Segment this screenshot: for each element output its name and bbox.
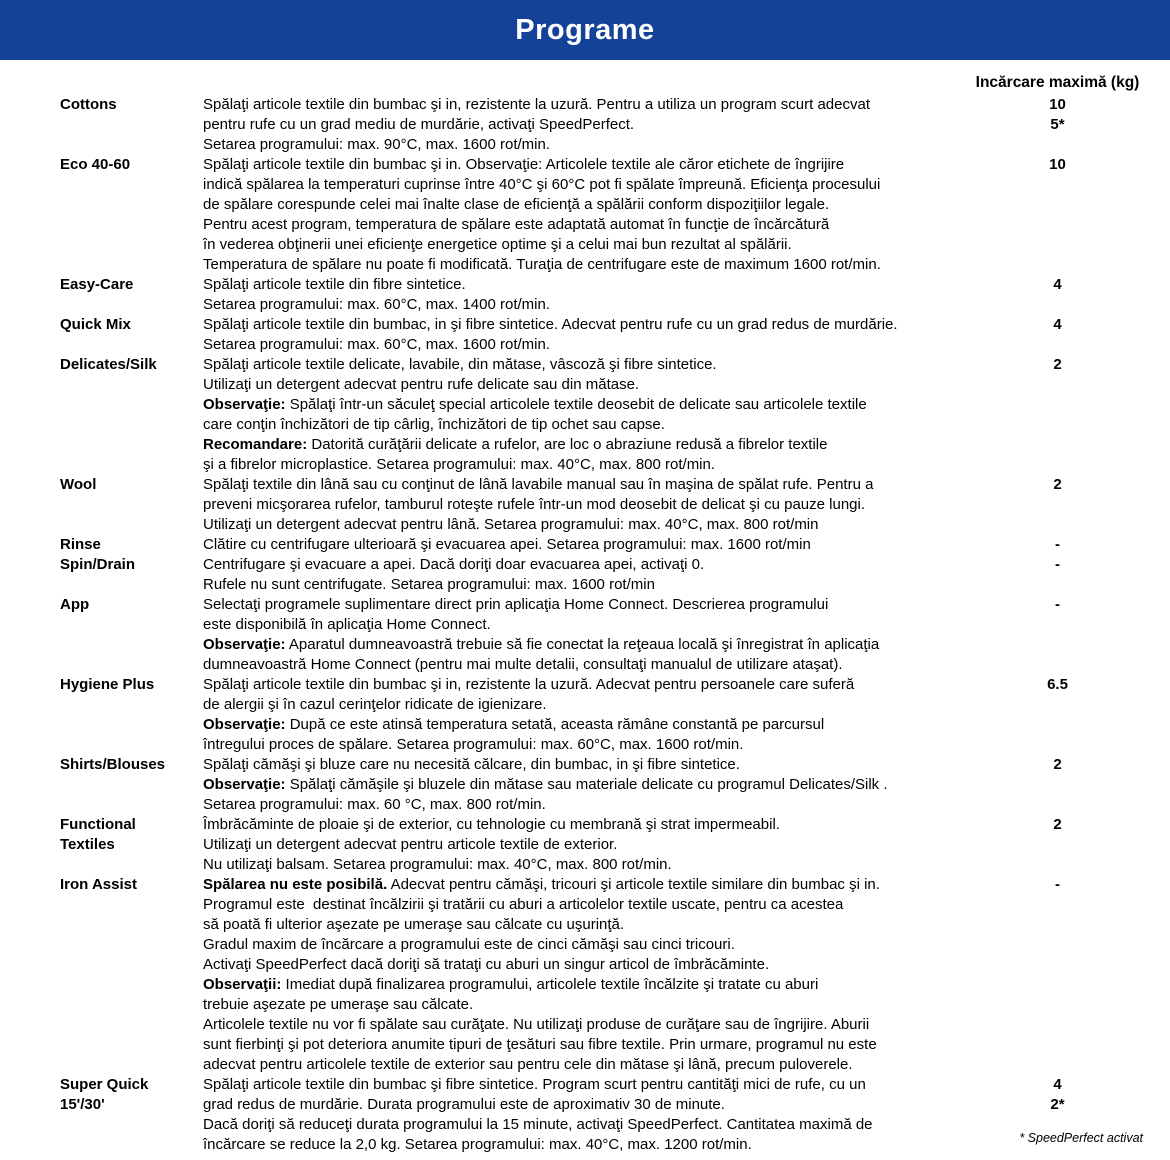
program-name: 15'/30' bbox=[60, 1096, 105, 1113]
max-load-column bbox=[970, 315, 1145, 355]
program-description-line: Setarea programului: max. 60 °C, max. 800 rot/min. bbox=[203, 796, 546, 813]
program-description-line: Temperatura de spălare nu poate fi modificată. Turaţia de centrifugare este de maximum 1600 rot/min. bbox=[203, 256, 881, 273]
program-description-line: Centrifugare şi evacuare a apei. Dacă doriţi doar evacuarea apei, activaţi 0. bbox=[203, 556, 705, 573]
program-description-line: Recomandare: Datorită curăţării delicate a rufelor, are loc o abraziune redusă a fibrelor textile bbox=[203, 436, 828, 453]
program-row bbox=[0, 755, 1170, 815]
program-row bbox=[0, 355, 1170, 475]
program-description-line: Spălaţi articole textile din fibre sintetice. bbox=[203, 276, 466, 293]
program-row bbox=[0, 275, 1170, 315]
max-load-value: 2 bbox=[1053, 476, 1062, 493]
program-description-line: Setarea programului: max. 60°C, max. 1600 rot/min. bbox=[203, 336, 550, 353]
max-load-column bbox=[970, 475, 1145, 535]
program-name-column bbox=[60, 555, 203, 595]
program-description-line: Utilizaţi un detergent adecvat pentru lână. Setarea programului: max. 40°C, max. 800 rot/min bbox=[203, 516, 819, 533]
program-name: Super Quick bbox=[60, 1076, 149, 1093]
max-load-value: 6.5 bbox=[1047, 676, 1068, 693]
program-name: Cottons bbox=[60, 96, 117, 113]
program-name: Iron Assist bbox=[60, 876, 137, 893]
max-load-value: 10 bbox=[1049, 156, 1066, 173]
program-description-line: Spălaţi articole textile din bumbac, in şi fibre sintetice. Adecvat pentru rufe cu un grad redus de murdărie. bbox=[203, 316, 898, 333]
max-load-value: - bbox=[1055, 536, 1060, 553]
program-row bbox=[0, 675, 1170, 755]
program-description-line: Îmbrăcăminte de ploaie şi de exterior, cu tehnologie cu membrană şi strat impermeabil. bbox=[203, 816, 780, 833]
program-name-column bbox=[60, 475, 203, 535]
program-row bbox=[0, 95, 1170, 155]
program-name: Rinse bbox=[60, 536, 101, 553]
program-description-column bbox=[203, 1075, 970, 1155]
program-description-line: dumneavoastră Home Connect (pentru mai multe detalii, consultaţi manualul de utilizare ataşat). bbox=[203, 656, 843, 673]
program-row bbox=[0, 875, 1170, 1075]
program-description-line: Programul este destinat încălzirii şi tratării cu aburi a articolelor textile uscate, pentru ca acestea bbox=[203, 896, 844, 913]
max-load-value: - bbox=[1055, 876, 1060, 893]
program-description-line: Setarea programului: max. 90°C, max. 1600 rot/min. bbox=[203, 136, 550, 153]
program-description-line: adecvat pentru articolele textile de exterior sau pentru cele din mătase şi lână, precum puloverele. bbox=[203, 1056, 853, 1073]
program-description-line: trebuie aşezate pe umeraşe sau călcate. bbox=[203, 996, 474, 1013]
program-name: Shirts/Blouses bbox=[60, 756, 166, 773]
program-description-column bbox=[203, 275, 970, 315]
program-row bbox=[0, 1075, 1170, 1155]
program-description-column bbox=[203, 675, 970, 755]
max-load-value: - bbox=[1055, 556, 1060, 573]
program-table bbox=[0, 95, 1170, 1155]
program-name: Easy-Care bbox=[60, 276, 134, 293]
program-name-column bbox=[60, 815, 203, 875]
program-description-column bbox=[203, 155, 970, 275]
program-description-line: Activaţi SpeedPerfect dacă doriţi să trataţi cu aburi un singur articol de îmbrăcăminte. bbox=[203, 956, 770, 973]
program-name: App bbox=[60, 596, 90, 613]
program-name: Quick Mix bbox=[60, 316, 131, 333]
max-load-column bbox=[970, 155, 1145, 275]
program-description-line: Observaţie: Spălaţi într-un săculeţ special articolele textile deosebit de delicate sau articolele textile bbox=[203, 396, 867, 413]
program-description-column bbox=[203, 875, 970, 1075]
program-name: Delicates/Silk bbox=[60, 356, 157, 373]
page-title: Programe bbox=[515, 13, 655, 46]
max-load-column bbox=[970, 355, 1145, 475]
program-description-line: Nu utilizaţi balsam. Setarea programului: max. 40°C, max. 800 rot/min. bbox=[203, 856, 672, 873]
program-description-line: Setarea programului: max. 60°C, max. 1400 rot/min. bbox=[203, 296, 550, 313]
program-description-line: Observaţii: Imediat după finalizarea programului, articolele textile încălzite şi tratate cu aburi bbox=[203, 976, 819, 993]
program-description-line: Rufele nu sunt centrifugate. Setarea programului: max. 1600 rot/min bbox=[203, 576, 655, 593]
program-name-column bbox=[60, 755, 203, 815]
program-description-line: să poată fi ulterior aşezate pe umeraşe sau călcate cu uşurinţă. bbox=[203, 916, 625, 933]
max-load-column bbox=[970, 595, 1145, 675]
max-load-column bbox=[970, 755, 1145, 815]
program-description-line: Spălaţi articole textile din bumbac şi in, rezistente la uzură. Adecvat pentru persoanele care suferă bbox=[203, 676, 855, 693]
max-load-column bbox=[970, 875, 1145, 1075]
program-name-column bbox=[60, 355, 203, 475]
max-load-value: 2 bbox=[1053, 816, 1062, 833]
program-description-column bbox=[203, 755, 970, 815]
max-load-value: 5* bbox=[1050, 116, 1065, 133]
program-description-line: Spălaţi articole textile delicate, lavabile, din mătase, vâscoză şi fibre sintetice. bbox=[203, 356, 717, 373]
program-description-column bbox=[203, 535, 970, 555]
program-description-line: Spălaţi articole textile din bumbac şi in. Observaţie: Articolele textile ale căror etichete de îngrijire bbox=[203, 156, 845, 173]
program-name-column bbox=[60, 95, 203, 155]
program-description-line: Utilizaţi un detergent adecvat pentru rufe delicate sau din mătase. bbox=[203, 376, 640, 393]
program-description-line: Observaţie: După ce este atinsă temperatura setată, aceasta rămâne constantă pe parcursul bbox=[203, 716, 825, 733]
program-description-line: Observaţie: Spălaţi cămăşile şi bluzele din mătase sau materiale delicate cu programul Delicates/Silk . bbox=[203, 776, 888, 793]
program-description-line: preveni micşorarea rufelor, tamburul roteşte rufele într-un mod deosebit de delicat şi cu pauze lungi. bbox=[203, 496, 866, 513]
program-description-line: încărcare se reduce la 2,0 kg. Setarea programului: max. 40°C, max. 1200 rot/min. bbox=[203, 1136, 752, 1153]
program-description-line: indică spălarea la temperaturi cuprinse între 40°C şi 60°C pot fi spălate împreună. Eficienţa procesului bbox=[203, 176, 881, 193]
title-banner bbox=[0, 0, 1170, 60]
program-name-column bbox=[60, 275, 203, 315]
program-description-column bbox=[203, 555, 970, 595]
max-load-column bbox=[970, 95, 1145, 155]
program-description-line: de alergii şi în cazul cerinţelor ridicate de igienizare. bbox=[203, 696, 547, 713]
program-description-line: Articolele textile nu vor fi spălate sau curăţate. Nu utilizaţi produse de curăţare sau de îngrijire. Aburii bbox=[203, 1016, 870, 1033]
program-name: Spin/Drain bbox=[60, 556, 136, 573]
table-header-row bbox=[0, 73, 1170, 93]
program-name: Textiles bbox=[60, 836, 115, 853]
program-name-column bbox=[60, 315, 203, 355]
max-load-column bbox=[970, 555, 1145, 595]
program-description-line: Clătire cu centrifugare ulterioară şi evacuarea apei. Setarea programului: max. 1600 rot/min bbox=[203, 536, 811, 553]
program-description-line: şi a fibrelor microplastice. Setarea programului: max. 40°C, max. 800 rot/min. bbox=[203, 456, 716, 473]
program-name: Wool bbox=[60, 476, 97, 493]
program-description-line: grad redus de murdărie. Durata programului este de aproximativ 30 de minute. bbox=[203, 1096, 725, 1113]
max-load-value: 2 bbox=[1053, 356, 1062, 373]
program-description-column bbox=[203, 95, 970, 155]
max-load-value: 2 bbox=[1053, 756, 1062, 773]
program-name-column bbox=[60, 155, 203, 275]
program-row bbox=[0, 475, 1170, 535]
max-load-column bbox=[970, 815, 1145, 875]
max-load-column bbox=[970, 535, 1145, 555]
program-name: Functional bbox=[60, 816, 136, 833]
program-description-line: Gradul maxim de încărcare a programului este de cinci cămăşi sau cinci tricouri. bbox=[203, 936, 735, 953]
max-load-value: 4 bbox=[1053, 1076, 1062, 1093]
program-description-line: Observaţie: Aparatul dumneavoastră trebuie să fie conectat la reţeaua locală şi înregistrat în aplicaţia bbox=[203, 636, 880, 653]
max-load-value: - bbox=[1055, 596, 1060, 613]
program-description-line: pentru rufe cu un grad mediu de murdărie, activaţi SpeedPerfect. bbox=[203, 116, 635, 133]
program-row bbox=[0, 815, 1170, 875]
program-name-column bbox=[60, 595, 203, 675]
program-description-line: Spălaţi articole textile din bumbac şi in, rezistente la uzură. Pentru a utiliza un program scurt adecvat bbox=[203, 96, 871, 113]
program-description-column bbox=[203, 475, 970, 535]
program-description-column bbox=[203, 815, 970, 875]
program-row bbox=[0, 155, 1170, 275]
program-description-line: Spălaţi articole textile din bumbac şi fibre sintetice. Program scurt pentru cantităţi mici de rufe, cu un bbox=[203, 1076, 866, 1093]
program-description-line: în vederea obţinerii unei eficienţe energetice optime şi a celui mai bun rezultat al spălării. bbox=[203, 236, 792, 253]
program-description-line: care conţin închizători de tip cârlig, închizători de tip ochet sau capse. bbox=[203, 416, 665, 433]
program-row bbox=[0, 595, 1170, 675]
program-row bbox=[0, 535, 1170, 555]
program-name: Eco 40-60 bbox=[60, 156, 131, 173]
max-load-value: 2* bbox=[1050, 1096, 1065, 1113]
program-description-line: Spălaţi cămăşi şi bluze care nu necesită călcare, din bumbac, in şi fibre sintetice. bbox=[203, 756, 740, 773]
program-description-line: Dacă doriţi să reduceţi durata programului la 15 minute, activaţi SpeedPerfect. Cantitatea maximă de bbox=[203, 1116, 873, 1133]
max-load-value: 4 bbox=[1053, 276, 1062, 293]
program-name-column bbox=[60, 535, 203, 555]
max-load-column-header: Incărcare maximă (kg) bbox=[975, 74, 1140, 91]
program-description-column bbox=[203, 355, 970, 475]
program-description-line: este disponibilă în aplicaţia Home Connect. bbox=[203, 616, 491, 633]
program-description-line: întregului proces de spălare. Setarea programului: max. 60°C, max. 1600 rot/min. bbox=[203, 736, 744, 753]
max-load-value: 10 bbox=[1049, 96, 1066, 113]
max-load-column bbox=[970, 675, 1145, 755]
program-description-line: de spălare corespunde celei mai înalte clase de eficienţă a spălării conform dispoziţiilor legale. bbox=[203, 196, 830, 213]
program-name-column bbox=[60, 675, 203, 755]
max-load-value: 4 bbox=[1053, 316, 1062, 333]
program-name: Hygiene Plus bbox=[60, 676, 155, 693]
program-description-line: Spălaţi textile din lână sau cu conţinut de lână lavabile manual sau în maşina de spălat rufe. Pentru a bbox=[203, 476, 874, 493]
program-description-line: Selectaţi programele suplimentare direct prin aplicaţia Home Connect. Descrierea programului bbox=[203, 596, 829, 613]
program-row bbox=[0, 555, 1170, 595]
program-description-line: Pentru acest program, temperatura de spălare este adaptată automat în funcţie de încărcătură bbox=[203, 216, 830, 233]
program-description-line: sunt fierbinţi şi pot deteriora anumite tipuri de ţesături sau fibre textile. Prin urmare, programul nu este bbox=[203, 1036, 877, 1053]
max-load-column bbox=[970, 275, 1145, 315]
program-name-column bbox=[60, 875, 203, 1075]
program-row bbox=[0, 315, 1170, 355]
program-description-line: Spălarea nu este posibilă. Adecvat pentru cămăşi, tricouri şi articole textile similare din bumbac şi in. bbox=[203, 876, 880, 893]
program-description-column bbox=[203, 315, 970, 355]
program-description-column bbox=[203, 595, 970, 675]
speedperfect-footnote: * SpeedPerfect activat bbox=[1019, 1131, 1143, 1145]
program-description-line: Utilizaţi un detergent adecvat pentru articole textile de exterior. bbox=[203, 836, 618, 853]
program-name-column bbox=[60, 1075, 203, 1155]
